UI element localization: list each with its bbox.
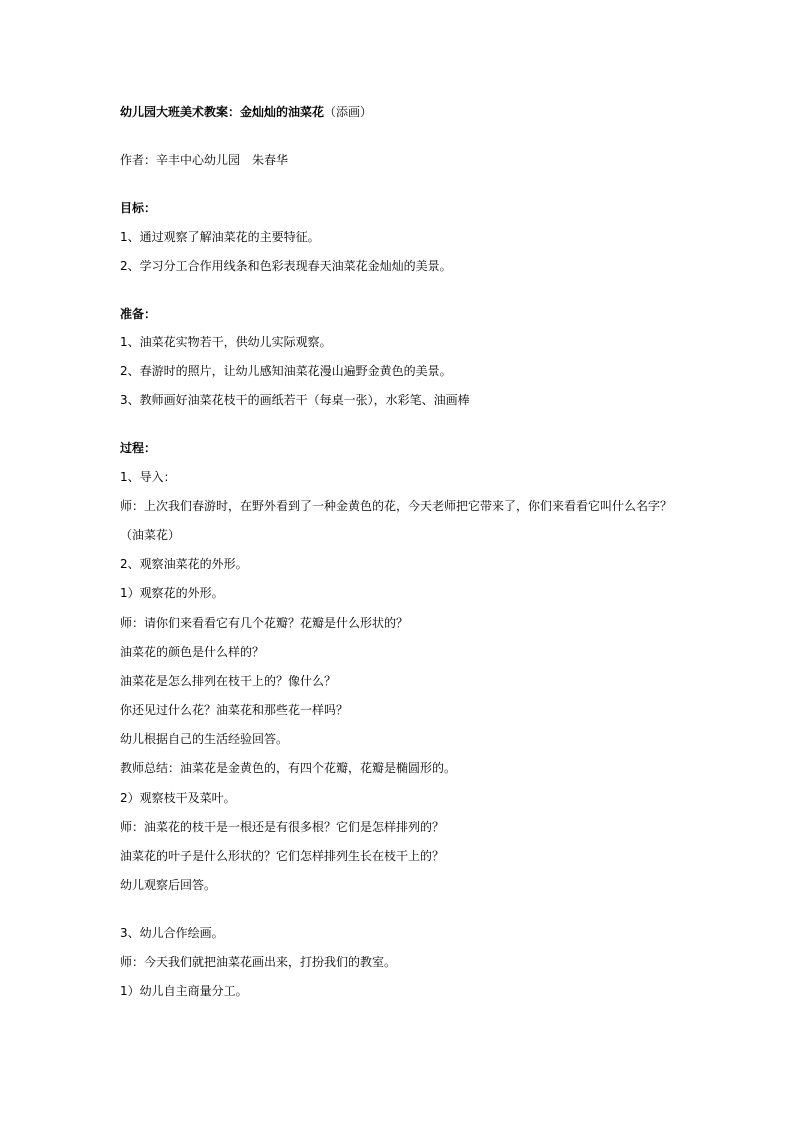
process-line: 你还见过什么花？油菜花和那些花一样吗？ — [120, 703, 349, 717]
goals-heading: 目标： — [120, 201, 157, 215]
process-line: 油菜花是怎么排列在枝干上的？像什么？ — [120, 674, 337, 688]
process-line: 师：油菜花的枝干是一根还是有很多根？它们是怎样排列的？ — [120, 820, 445, 834]
process-heading: 过程： — [120, 441, 157, 455]
title-note: （添画） — [324, 105, 373, 119]
preparation-item: 2、春游时的照片，让幼儿感知油菜花漫山遍野金黄色的美景。 — [120, 364, 452, 378]
process-line: 1、导入： — [120, 470, 176, 484]
preparation-heading: 准备： — [120, 307, 157, 321]
process-line: 师：今天我们就把油菜花画出来，打扮我们的教室。 — [120, 955, 397, 969]
document-title — [120, 104, 372, 120]
author-line: 作者：辛丰中心幼儿园 朱春华 — [120, 153, 289, 167]
process-line: 1）观察花的外形。 — [120, 586, 224, 600]
process-line: （油菜花） — [120, 528, 181, 542]
process-line: 油菜花的颜色是什么样的？ — [120, 645, 265, 659]
process-line: 3、幼儿合作绘画。 — [120, 926, 224, 940]
process-line: 2、观察油菜花的外形。 — [120, 557, 248, 571]
preparation-item: 3、教师画好油菜花枝干的画纸若干（每桌一张），水彩笔、油画棒 — [120, 393, 470, 407]
process-line: 幼儿观察后回答。 — [120, 878, 217, 892]
preparation-item: 1、油菜花实物若干，供幼儿实际观察。 — [120, 335, 332, 349]
process-line: 师：上次我们春游时，在野外看到了一种金黄色的花，今天老师把它带来了，你们来看看它叫什么名字？ — [120, 499, 673, 513]
goal-item: 2、学习分工合作用线条和色彩表现春天油菜花金灿灿的美景。 — [120, 259, 452, 273]
process-line: 教师总结：油菜花是金黄色的，有四个花瓣，花瓣是椭圆形的。 — [120, 761, 457, 775]
goal-item: 1、通过观察了解油菜花的主要特征。 — [120, 230, 320, 244]
process-line: 1）幼儿自主商量分工。 — [120, 984, 248, 998]
title-main: 幼儿园大班美术教案：金灿灿的油菜花 — [120, 105, 325, 119]
process-line: 幼儿根据自己的生活经验回答。 — [120, 732, 289, 746]
process-line: 油菜花的叶子是什么形状的？它们怎样排列生长在枝干上的？ — [120, 849, 445, 863]
process-line: 2）观察枝干及菜叶。 — [120, 791, 236, 805]
process-line: 师：请你们来看看它有几个花瓣？花瓣是什么形状的？ — [120, 616, 409, 630]
